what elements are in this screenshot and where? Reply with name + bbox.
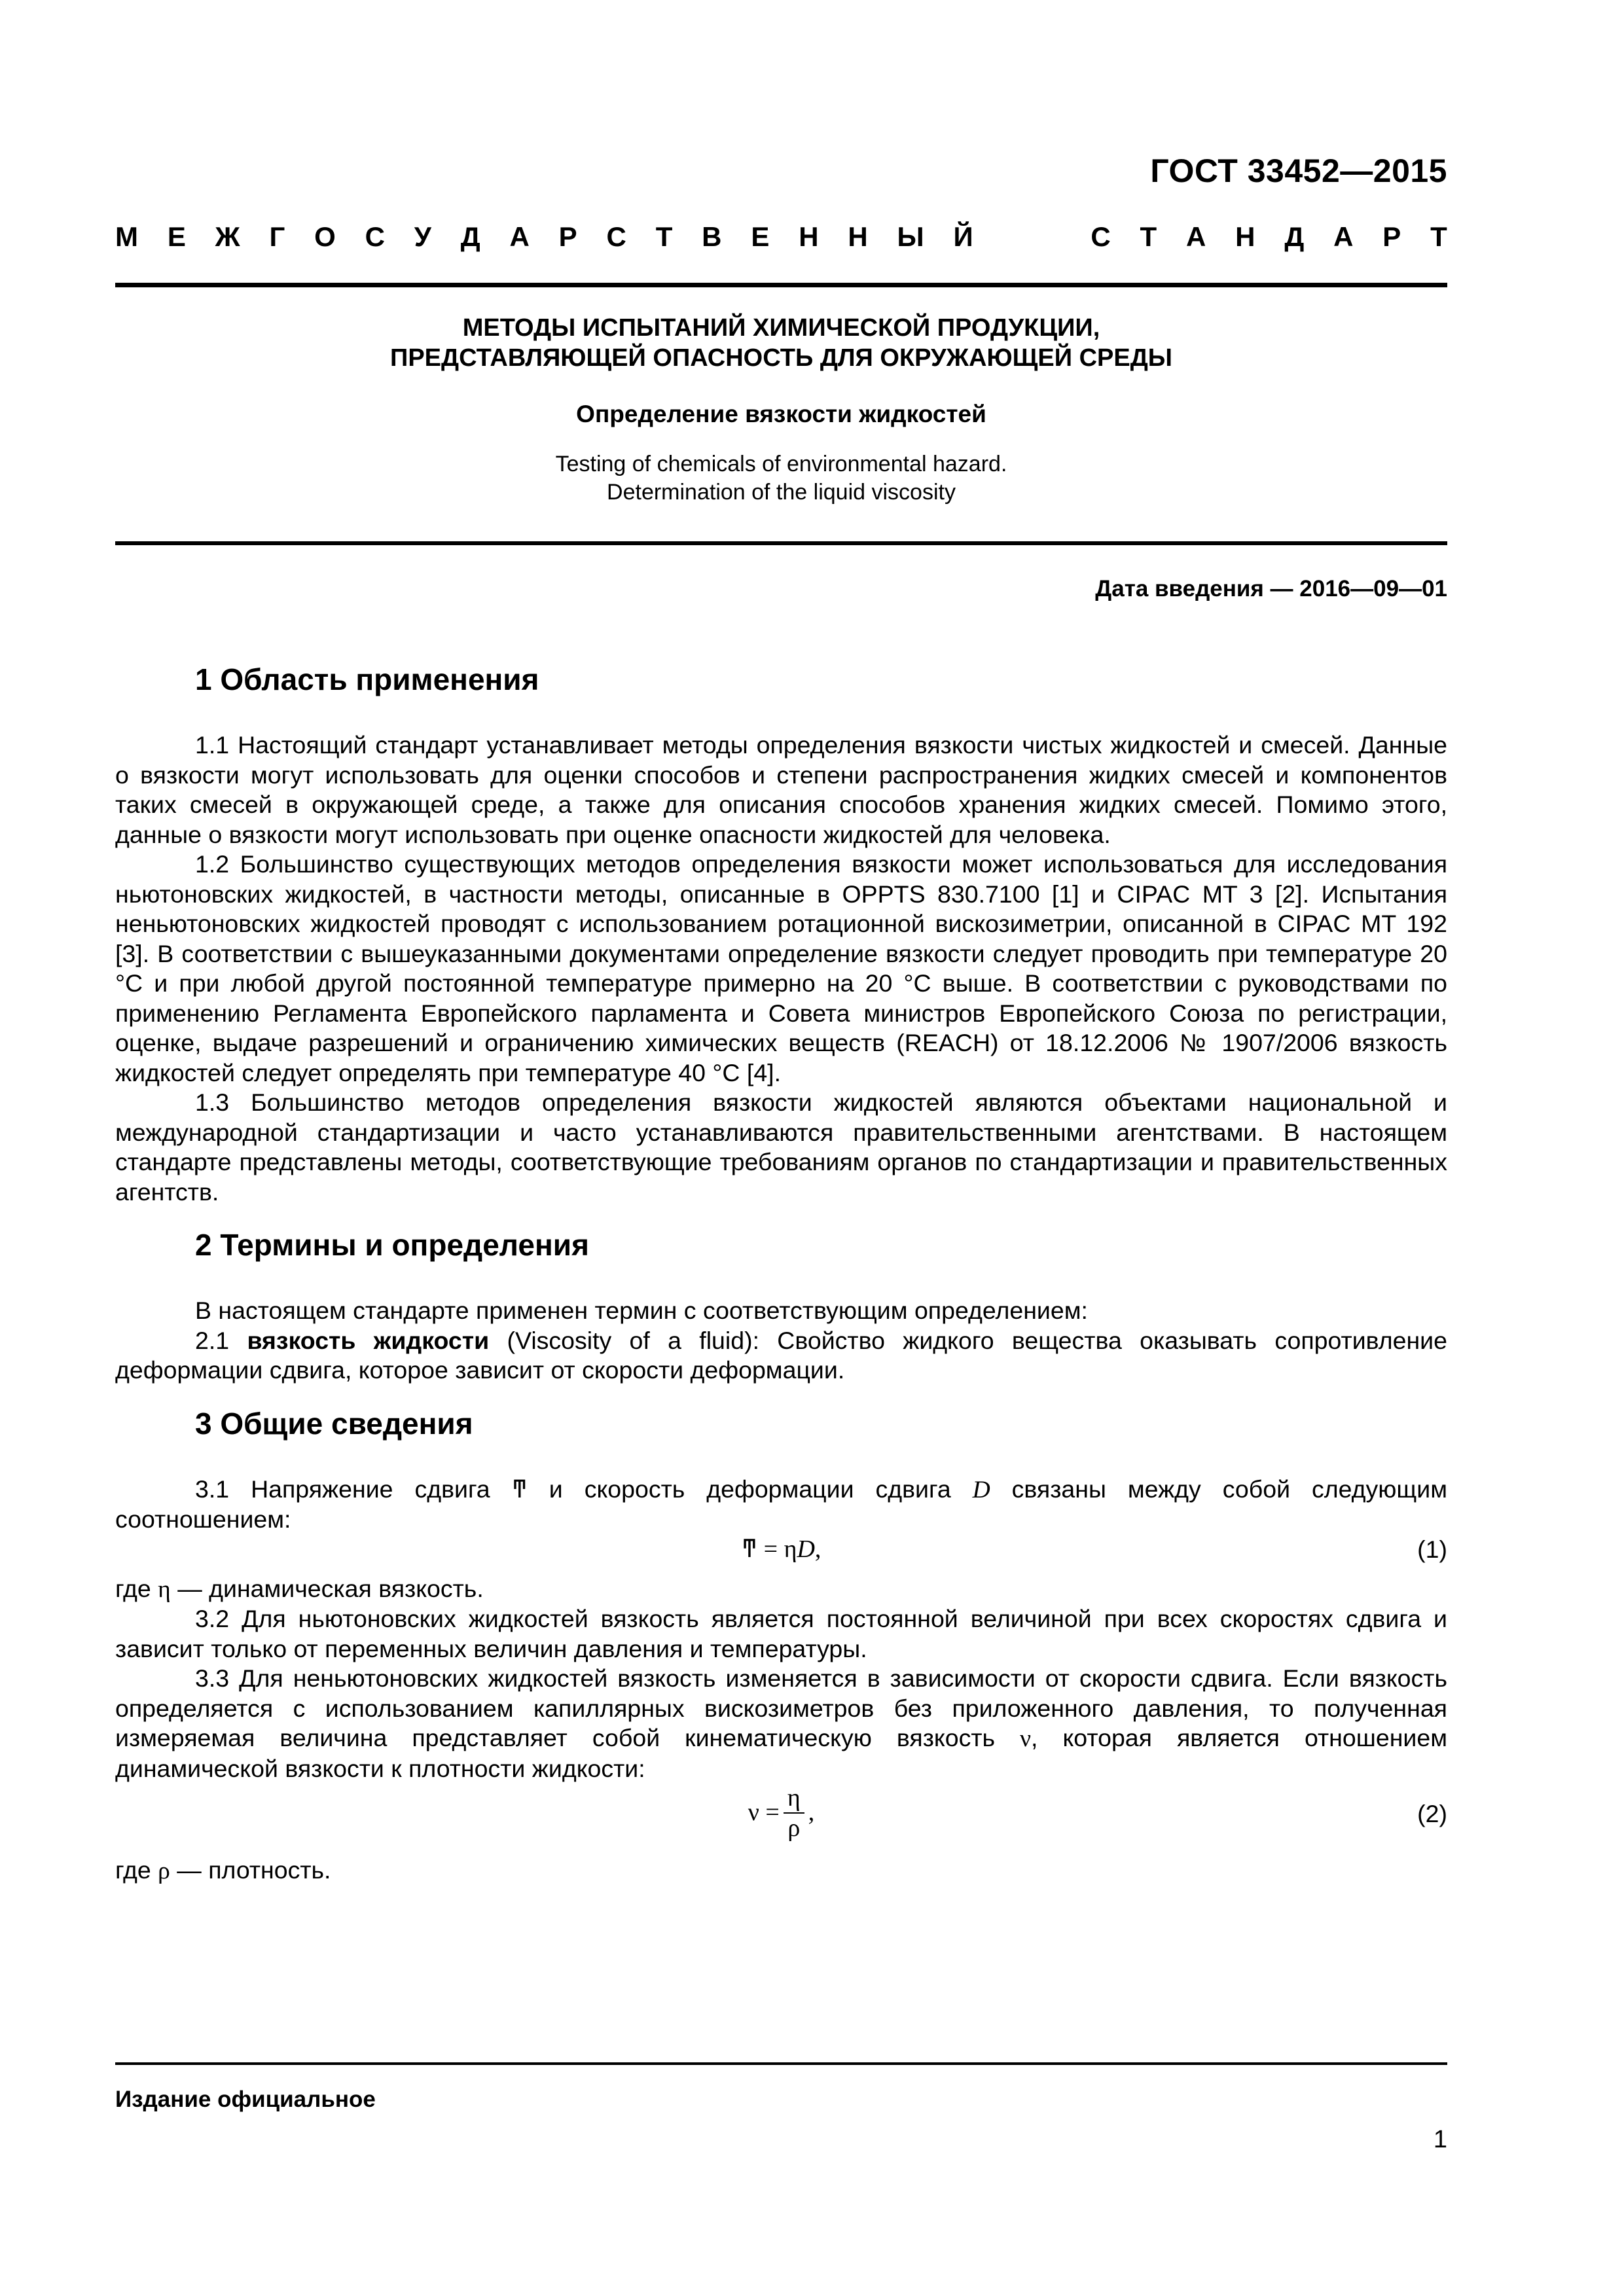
text-run: связаны между собой следующим соотношением: — [115, 1475, 1447, 1533]
banner-letter: Т — [1140, 221, 1157, 252]
banner-letter: Д — [1284, 221, 1305, 252]
text-run: , которая является отношением динамической вязкости к плотности жидкости: — [115, 1724, 1447, 1782]
banner-letter: Г — [269, 221, 285, 252]
title-ru-line2: ПРЕДСТАВЛЯЮЩЕЙ ОПАСНОСТЬ ДЛЯ ОКРУЖАЮЩЕЙ СРЕДЫ — [390, 344, 1172, 372]
term-definition: (Viscosity of a fluid): Свойство жидкого вещества оказывать сопротивление деформации сдвига, которое зависит от скорости деформации. — [115, 1326, 1447, 1384]
document-number: ГОСТ 33452—2015 — [1150, 152, 1447, 189]
banner-letter: Р — [558, 221, 577, 252]
edition-label: Издание официальное — [115, 2087, 376, 2112]
fraction-numerator: η — [784, 1784, 804, 1814]
term-name: вязкость жидкости — [247, 1326, 490, 1354]
banner-letter: Н — [1235, 221, 1255, 252]
fraction — [784, 1784, 804, 1842]
term-number: 2.1 — [195, 1326, 247, 1354]
formula-2-explanation — [115, 1856, 1447, 1886]
text-run: и скорость деформации сдвига — [527, 1475, 973, 1503]
formula-1 — [115, 1535, 1447, 1574]
banner-word-gap — [1003, 221, 1062, 253]
section-2-heading: 2 Термины и определения — [195, 1228, 589, 1262]
text-run: — динамическая вязкость. — [170, 1574, 484, 1602]
symbol-eta: η — [158, 1575, 171, 1603]
banner-letter: С — [365, 221, 385, 252]
banner-letter: Й — [953, 221, 973, 252]
banner-letter: Ы — [897, 221, 924, 252]
banner-letter: Н — [848, 221, 868, 252]
banner-letter: В — [702, 221, 722, 252]
section-gap — [115, 1386, 1447, 1405]
title-block — [115, 313, 1447, 507]
paragraph-2-1 — [115, 1326, 1447, 1386]
banner-letter: Е — [167, 221, 186, 252]
introduction-date: Дата введения — 2016—09—01 — [1095, 576, 1447, 601]
banner-letter: Т — [655, 221, 673, 252]
formula-1-explanation — [115, 1574, 1447, 1605]
section-gap — [115, 1207, 1447, 1227]
formula-2-end: , — [808, 1799, 815, 1827]
banner-letter: О — [314, 221, 336, 252]
fraction-denominator: ρ — [787, 1814, 801, 1842]
text-run: 3.1 Напряжение сдвига — [195, 1475, 512, 1503]
banner-letter: Т — [1430, 221, 1447, 252]
formula-1-expression — [742, 1535, 821, 1563]
title-en-line2: Determination of the liquid viscosity — [607, 480, 956, 505]
paragraph-1-2: 1.2 Большинство существующих методов определения вязкости может использоваться для исследования ньютоновских жидкостей, в частности методы, описанные в OPPTS 830.7100 [1] и CIPAC MT 3 [2]. Испытания неньютоновских жидкостей проводят с использованием ротационной вискозиметрии, описанной в CIPAC MT 192 [3]. В соответствии с вышеуказанными документами определение вязкости следует проводить при температуре 20 °С и при любой другой постоянной температуре примерно на 20 °С выше. В соответствии с руководствами по применению Регламента Европейского парламента и Совета министров Европейского Союза по регистрации, оценке, выдаче разрешений и ограничению химических веществ (REACH) от 18.12.2006 № 1907/2006 вязкость жидкостей следует определять при температуре 40 °С [4]. — [115, 850, 1447, 1086]
symbol-nu: ν — [1020, 1725, 1032, 1752]
title-rule — [115, 541, 1447, 545]
formula-1-number: (1) — [1417, 1535, 1447, 1563]
section-1-heading: 1 Область применения — [195, 662, 539, 696]
banner-letter: А — [1185, 221, 1206, 252]
banner-letter: М — [115, 221, 138, 252]
paragraph-2-intro: В настоящем стандарте применен термин с соответствующим определением: — [195, 1297, 1088, 1324]
banner-letter: Е — [751, 221, 770, 252]
paragraph-3-3 — [115, 1664, 1447, 1784]
symbol-d: D — [972, 1476, 990, 1503]
text-run: где — [115, 1856, 158, 1884]
section-3-heading: 3 Общие сведения — [195, 1406, 473, 1441]
top-rule — [115, 283, 1447, 287]
document-body — [115, 661, 1447, 1886]
banner-letter: Н — [799, 221, 819, 252]
paragraph-3-1 — [115, 1475, 1447, 1535]
banner-letter: С — [606, 221, 626, 252]
formula-1-d: D — [797, 1535, 815, 1563]
interstate-standard-banner — [115, 221, 1447, 253]
symbol-tau: ͳ — [511, 1476, 528, 1503]
banner-letter: Р — [1382, 221, 1401, 252]
subtitle-ru: Определение вязкости жидкостей — [576, 401, 986, 427]
symbol-rho: ρ — [158, 1857, 170, 1884]
formula-2 — [115, 1784, 1447, 1856]
text-run: где — [115, 1574, 158, 1602]
formula-2-expression — [748, 1784, 815, 1842]
paragraph-1-3: 1.3 Большинство методов определения вязкости жидкостей являются объектами национальной и международной стандартизации и часто устанавливаются правительственными агентствами. В настоящем стандарте представлены методы, соответствующие требованиям органов по стандартизации и правительственных агентств. — [115, 1088, 1447, 1206]
page-number: 1 — [1433, 2126, 1447, 2153]
title-en — [115, 450, 1447, 507]
formula-1-end: , — [814, 1535, 821, 1563]
paragraph-3-2: 3.2 Для ньютоновских жидкостей вязкость является постоянной величиной при всех скоростях сдвига и зависит только от переменных величин давления и температуры. — [115, 1605, 1447, 1662]
banner-letter: Д — [460, 221, 480, 252]
paragraph-1-1: 1.1 Настоящий стандарт устанавливает методы определения вязкости чистых жидкостей и смесей. Данные о вязкости могут использовать для оценки способов и степени распространения жидких смесей и компонентов таких смесей в окружающей среде, а также для описания способов хранения жидких смесей. Помимо этого, данные о вязкости могут использовать при оценке опасности жидкостей для человека. — [115, 731, 1447, 848]
banner-letter: У — [414, 221, 431, 252]
banner-letter: А — [1333, 221, 1354, 252]
formula-2-number: (2) — [1417, 1800, 1447, 1827]
text-run: 3.3 Для неньютоновских жидкостей вязкость изменяется в зависимости от скорости сдвига. Если вязкость определяется с использованием капиллярных вискозиметров без приложенного давления, то полученная измеряемая величина представляет собой кинематическую вязкость — [115, 1664, 1447, 1751]
banner-letter: А — [509, 221, 530, 252]
banner-letter: С — [1091, 221, 1111, 252]
formula-1-left: ͳ = η — [741, 1535, 797, 1563]
title-ru-line1: МЕТОДЫ ИСПЫТАНИЙ ХИМИЧЕСКОЙ ПРОДУКЦИИ, — [462, 314, 1100, 342]
footer-rule — [115, 2062, 1447, 2065]
formula-2-left: ν = — [748, 1799, 780, 1827]
banner-letter: Ж — [215, 221, 240, 252]
text-run: — плотность. — [170, 1856, 331, 1884]
title-en-line1: Testing of chemicals of environmental hazard. — [555, 452, 1007, 476]
